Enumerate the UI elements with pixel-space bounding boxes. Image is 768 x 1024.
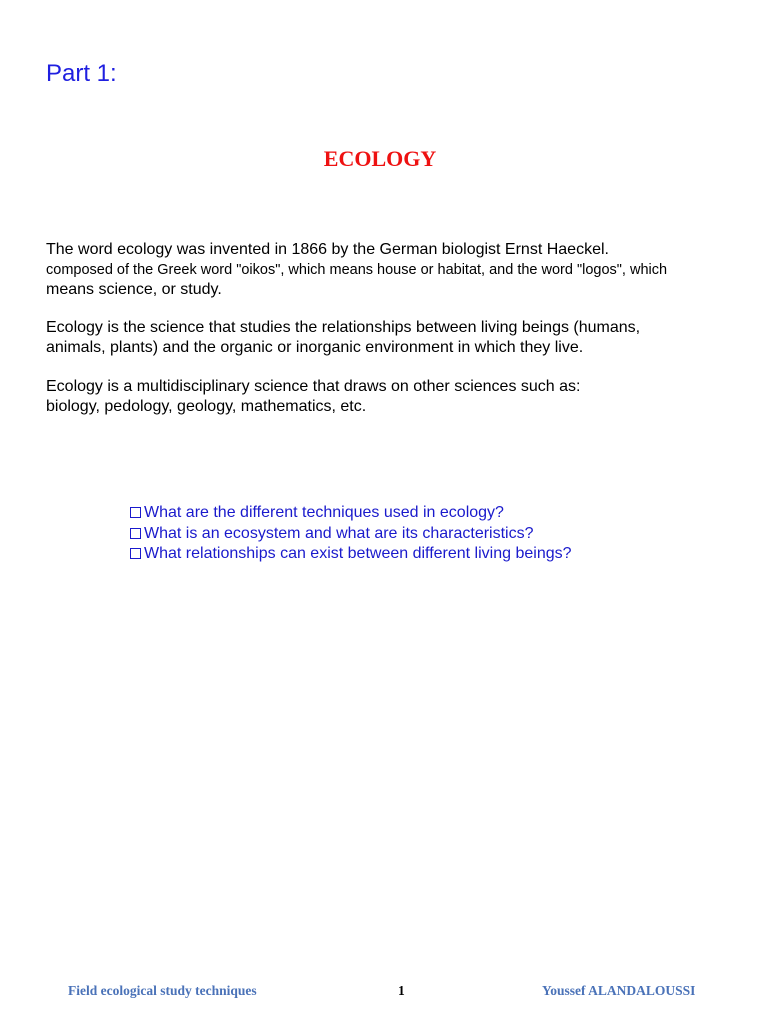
paragraph-line: biology, pedology, geology, mathematics, etc.: [46, 398, 367, 415]
question-text: What is an ecosystem and what are its characteristics?: [144, 524, 534, 542]
footer-course-title: Field ecological study techniques: [68, 983, 257, 998]
question-item: [130, 524, 572, 545]
paragraph-definition: [46, 318, 640, 358]
question-item: [130, 544, 572, 565]
square-bullet-icon: [130, 528, 141, 539]
paragraph-line: means science, or study.: [46, 281, 222, 298]
paragraph-line: composed of the Greek word "oikos", which means house or habitat, and the word "logos", which: [46, 262, 668, 278]
square-bullet-icon: [130, 507, 141, 518]
footer-author: Youssef ALANDALOUSSI: [542, 983, 696, 998]
paragraph-line: Ecology is a multidisciplinary science that draws on other sciences such as:: [46, 378, 581, 395]
part-heading: Part 1:: [46, 60, 117, 87]
question-text: What relationships can exist between different living beings?: [144, 545, 572, 562]
question-item: [130, 503, 572, 524]
paragraph-line: The word ecology was invented in 1866 by the German biologist Ernst Haeckel.: [46, 241, 609, 258]
paragraph-etymology: [46, 240, 667, 300]
paragraph-line: animals, plants) and the organic or inorganic environment in which they live.: [46, 339, 584, 356]
footer-page-number: 1: [398, 983, 405, 998]
paragraph-multidisciplinary: [46, 377, 580, 417]
page-title: ECOLOGY: [323, 146, 437, 171]
question-text: What are the different techniques used in ecology?: [144, 504, 504, 521]
questions-list: [130, 503, 572, 565]
paragraph-line: Ecology is the science that studies the relationships between living beings (humans,: [46, 319, 641, 336]
square-bullet-icon: [130, 548, 141, 559]
